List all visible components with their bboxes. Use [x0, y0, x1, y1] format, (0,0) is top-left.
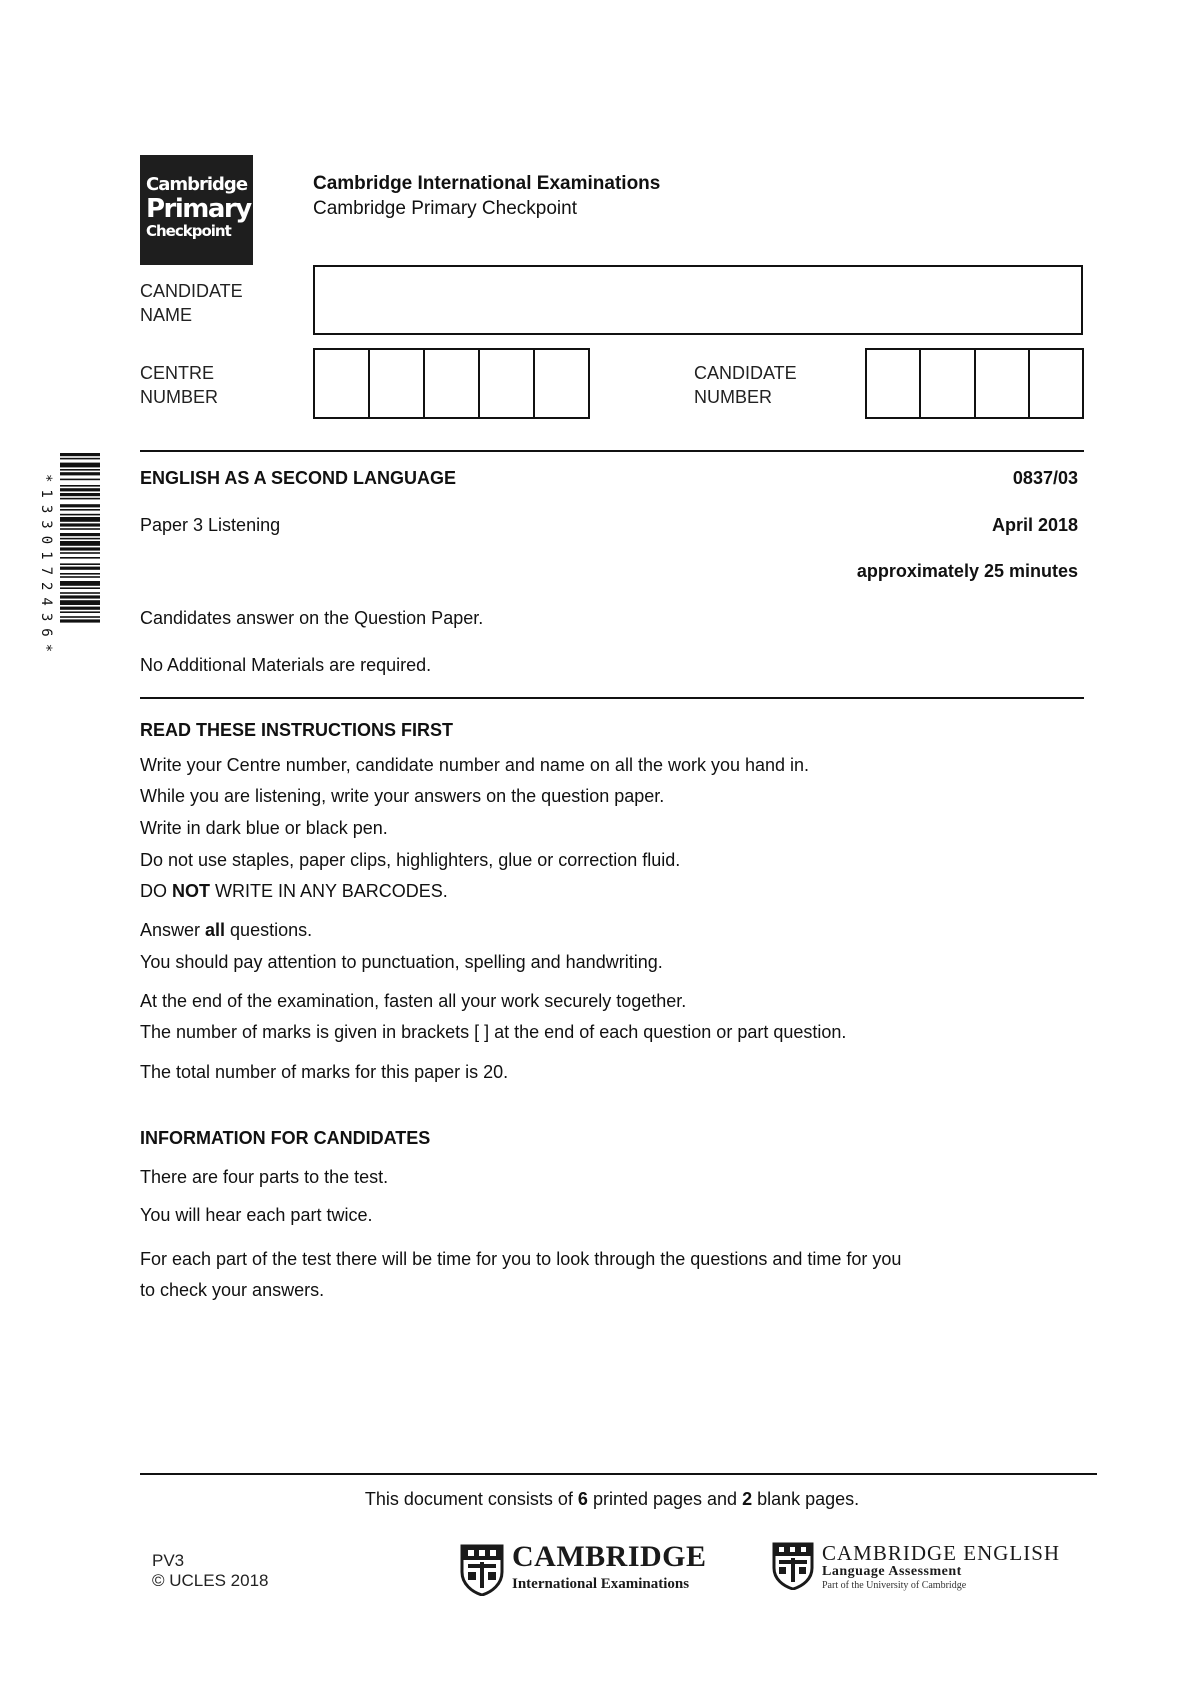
candidate-name-label-line-2: NAME — [140, 305, 193, 325]
barcode-number: *1330172436* — [38, 474, 54, 660]
instruction-line: While you are listening, write your answers on the question paper. — [140, 786, 665, 806]
divider — [140, 697, 1084, 699]
information-line: You will hear each part twice. — [140, 1205, 373, 1225]
blank-pages-count: 2 — [742, 1489, 753, 1509]
centre-number-field — [313, 348, 590, 419]
instruction-line: Write in dark blue or black pen. — [140, 818, 388, 838]
candidate-number-field — [865, 348, 1084, 419]
paper-title: Paper 3 Listening — [140, 515, 281, 535]
centre-number-digit-box[interactable] — [535, 350, 588, 417]
answer-note: Candidates answer on the Question Paper. — [140, 608, 484, 628]
logo-line-1: Cambridge — [146, 174, 248, 195]
centre-number-label-line-1: CENTRE — [140, 363, 215, 383]
candidate-number-label-line-1: CANDIDATE — [694, 363, 797, 383]
page-count-note — [140, 1489, 1084, 1510]
shield-icon — [772, 1542, 814, 1590]
logo-line-2: Primary — [146, 194, 251, 224]
candidate-name-label — [140, 279, 243, 327]
language-assessment-text: Language Assessment — [822, 1564, 962, 1579]
organisation-title: Cambridge International Examinations — [313, 173, 661, 194]
centre-number-label — [140, 361, 218, 409]
paper-code: 0837/03 — [1012, 468, 1078, 488]
candidate-number-label-line-2: NUMBER — [694, 387, 773, 407]
instruction-line: You should pay attention to punctuation, spelling and handwriting. — [140, 952, 663, 972]
organisation-subtitle: Cambridge Primary Checkpoint — [313, 198, 577, 219]
logo-line-3: Checkpoint — [146, 222, 231, 240]
centre-number-digit-box[interactable] — [370, 350, 425, 417]
instruction-text: DO — [140, 881, 173, 901]
page-count-text: printed pages and — [587, 1489, 743, 1509]
barcode — [60, 453, 100, 681]
cambridge-english-wordmark: CAMBRIDGE ENGLISH — [822, 1541, 1061, 1565]
pv-code: PV3 — [152, 1551, 185, 1570]
cambridge-wordmark-sub: International Examinations — [512, 1576, 690, 1592]
information-line: There are four parts to the test. — [140, 1167, 389, 1187]
centre-number-digit-box[interactable] — [480, 350, 535, 417]
instruction-line — [140, 918, 312, 942]
candidate-name-label-line-1: CANDIDATE — [140, 281, 243, 301]
subject-title: ENGLISH AS A SECOND LANGUAGE — [140, 468, 457, 488]
page-count-text: blank pages. — [752, 1489, 860, 1509]
exam-duration: approximately 25 minutes — [856, 561, 1078, 581]
centre-number-digit-box[interactable] — [425, 350, 480, 417]
instruction-emphasis: all — [205, 920, 226, 940]
candidate-name-field[interactable] — [313, 265, 1083, 335]
information-line: to check your answers. — [140, 1280, 325, 1300]
university-text: Part of the University of Cambridge — [822, 1580, 967, 1591]
instructions-heading: READ THESE INSTRUCTIONS FIRST — [140, 720, 454, 740]
instruction-line: The number of marks is given in brackets [ ] at the end of each question or part question. — [140, 1022, 847, 1042]
instruction-line — [140, 879, 448, 903]
instruction-text: WRITE IN ANY BARCODES. — [210, 881, 448, 901]
instruction-emphasis: NOT — [172, 881, 211, 901]
materials-note: No Additional Materials are required. — [140, 655, 432, 675]
candidate-number-digit-box[interactable] — [921, 350, 975, 417]
instruction-text: Answer — [140, 920, 206, 940]
centre-number-label-line-2: NUMBER — [140, 387, 219, 407]
candidate-number-digit-box[interactable] — [976, 350, 1030, 417]
instruction-line: Do not use staples, paper clips, highlighters, glue or correction fluid. — [140, 850, 681, 870]
instruction-line: At the end of the examination, fasten all your work securely together. — [140, 991, 687, 1011]
instruction-line: The total number of marks for this paper is 20. — [140, 1062, 509, 1082]
candidate-number-digit-box[interactable] — [867, 350, 921, 417]
shield-icon — [460, 1544, 504, 1596]
page-count-text: This document consists of — [364, 1489, 578, 1509]
cambridge-wordmark: CAMBRIDGE — [512, 1540, 707, 1573]
copyright: © UCLES 2018 — [152, 1571, 269, 1590]
footer-divider — [140, 1473, 1097, 1475]
candidate-number-label — [694, 361, 797, 409]
printed-pages-count: 6 — [577, 1489, 588, 1509]
centre-number-digit-box[interactable] — [315, 350, 370, 417]
footer-codes — [152, 1551, 268, 1591]
divider — [140, 450, 1084, 452]
exam-date: April 2018 — [991, 515, 1078, 535]
candidate-number-digit-box[interactable] — [1030, 350, 1082, 417]
instruction-line: Write your Centre number, candidate number and name on all the work you hand in. — [140, 755, 810, 775]
information-heading: INFORMATION FOR CANDIDATES — [140, 1128, 431, 1148]
cambridge-primary-checkpoint-logo — [140, 155, 253, 265]
instruction-text: questions. — [225, 920, 313, 940]
information-line: For each part of the test there will be time for you to look through the questions and time for you — [140, 1249, 902, 1269]
